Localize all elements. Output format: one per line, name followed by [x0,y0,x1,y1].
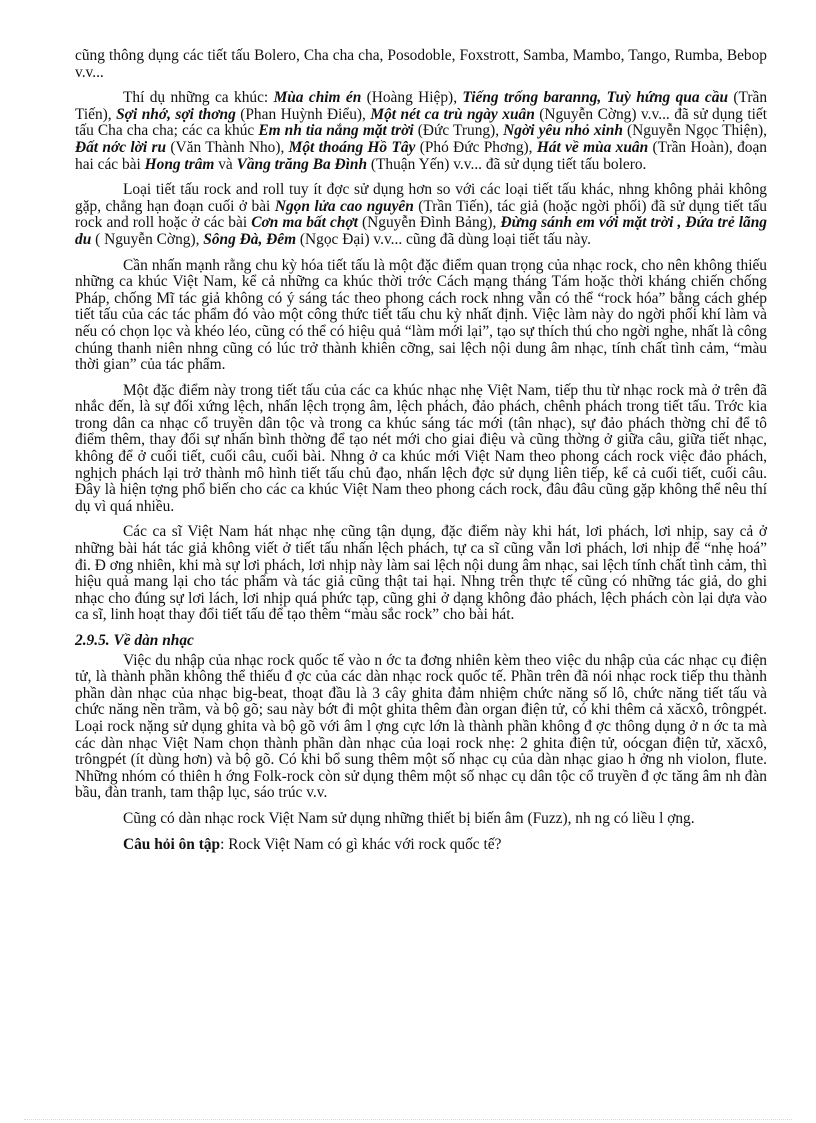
review-label: Câu hỏi ôn tập [123,835,221,853]
song-title: Một nét ca trù ngày xuân [370,105,535,123]
paragraph-2 [75,182,767,248]
song-title: Hong trâm [144,155,215,173]
text-run: (Nguyễn Ngọc Thiện), [622,122,767,140]
song-title: Một thoáng Hồ Tây [288,138,416,156]
text-run: cũng thông dụng các tiết tấu Bolero, Cha cha cha, Posodoble, Foxstrott, Samba, Mambo, Tango, Rumba, Bebop v.v... [75,47,767,81]
text-run: Thí dụ những ca khúc: [123,89,274,107]
text-run: (Thuận Yến) v.v... đã sử dụng tiết tấu bolero. [367,155,647,173]
paragraph-1 [75,90,767,173]
page-bottom-divider [24,1119,792,1120]
text-run: Các ca sĩ Việt Nam hát nhạc nhẹ cũng tận dụng, đặc điểm này khi hát, lơi phách, lơi nhịp, say cả ở những bài hát tác giả không viết ở tiết tấu nhấn lệch phách, tự ca sĩ cũng vẫn lơi phách, lơi nhịp để “nhẹ hoá” đi. Đ ơng nhiên, khi mà sự lơi phách, lơi nhịp này làm sai lệch nội dung âm nhạc, sai lệch tính chất tình cảm, thì hiệu quả mang lại cho tác phẩm và tác giả cũng thật tai hại. Nhng trên thực tế cũng có những tác giả, do ghi nhạc cho đúng sự lơi lách, lơi nhịp quá phức tạp, cũng ghi ở dạng không đảo phách, lệch phách còn lại dựa vào ca sĩ, linh hoạt thay đổi tiết tấu để tạo thêm “màu sắc rock” cho bài hát. [75,523,767,624]
song-title: Vầng trăng Ba Đình [236,155,368,173]
text-run: (Phó Đức Phơng), [415,138,537,156]
paragraph-0 [75,48,767,81]
text-run: (Phan Huỳnh Điểu), [235,105,371,123]
text-run: (Văn Thành Nho), [166,138,289,156]
song-title: Cơn ma bất chợt [251,214,358,232]
text-run: và [214,155,237,173]
song-title: Tiếng trống baranng, Tuỳ hứng qua cầu [462,89,729,107]
text-run: Loại tiết tấu rock and roll tuy ít đợc sử dụng hơn so với các loại tiết tấu khác, nhng không phải không gặp, chẳng hạn đoạn cuối ở bài [75,181,767,215]
song-title: Đất nớc lời ru [75,138,167,156]
review-question [75,837,767,854]
song-title: Hát về mùa xuân [536,138,649,156]
review-text: : Rock Việt Nam có gì khác với rock quốc tế? [220,835,502,853]
text-run: Một đặc điểm này trong tiết tấu của các ca khúc nhạc nhẹ Việt Nam, tiếp thu từ nhạc rock mà ở trên đã nhắc đến, là sự đối xứng lệch, nhấn lệch trọng âm, lệch phách, đảo phách, chênh phách trong tiết tấu. Trớc kia trong dân ca nhạc cổ truyền dân tộc và trong ca khúc sáng tác mới (tân nhạc), sự đảo phách thờng chỉ để tô điểm thêm, thay đổi sự nhấn bình thờng để tạo nét mới cho giai điệu và cũng thờng ở giữa câu, giữa tiết nhạc, không để ở cuối tiết, cuối câu, cuối bài. Nhng ở ca khúc mới Việt Nam theo phong cách rock việc đảo phách, nghịch phách lại trở thành mô hình tiết tấu chủ đạo, nhấn lệch đợc sử dụng liên tiếp, kể cả cuối tiết, cuối câu. Đây là hiện tợng phổ biến cho các ca khúc Việt Nam theo phong cách rock, đâu đâu cũng gặp không thể nêu thí dụ vì quá nhiều. [75,381,767,515]
paragraph-4 [75,383,767,516]
text-run: (Nguyễn Đình Bảng), [357,214,501,232]
text-run: ( Nguyễn Cờng), [91,230,204,248]
song-title: Em nh tia nắng mặt trời [258,122,414,140]
text-run: (Trần Tiến), tác giả (hoặc ngời phối) đã sử dụng tiết tấu rock and roll hoặc ở các bài [75,197,767,232]
paragraph-3 [75,258,767,374]
paragraph-5 [75,524,767,624]
text-run: (Hoàng Hiệp), [361,89,463,107]
text-run: (Ngọc Đại) v.v... cũng đã dùng loại tiết tấu này. [296,230,591,248]
song-title: Sợi nhớ, sợi thơng [116,105,236,123]
text-run: Cũng có dàn nhạc rock Việt Nam sử dụng những thiết bị biến âm (Fuzz), nh ng có liều l ợng. [123,809,695,827]
text-run: Việc du nhập của nhạc rock quốc tế vào n ớc ta đơng nhiên kèm theo việc du nhập của các nhạc cụ điện tử, là thành phần không thể thiếu đ ợc của các dàn nhạc rock quốc tế. Phần trên đã nói nhạc rock tiếp thu thành phần dàn nhạc của nhạc big-beat, thoạt đầu là 3 cây ghita đảm nhiệm chức năng số lô, chức năng tiết tấu và chức năng nền trầm, và bộ gõ; sau này bớt đi một ghita thêm đàn organ điện tử, có khi thêm cả xăcxô, trôngpét. Loại rock nặng sử dụng ghita và bộ gõ với âm l ợng cực lớn là thành phần không đ ợc thông dụng ở n ớc ta mà các dàn nhạc Việt Nam chọn thành phần dàn nhạc của loại rock nhẹ: 2 ghita điện tử, oócgan điện tử, xăcxô, trôngpét (ít dùng hơn) và bộ gõ. Có khi bổ sung thêm một số nhạc cụ của dàn nhạc giao h ởng nh violon, flute. Những nhóm có thiên h ớng Folk-rock còn sử dụng thêm một số nhạc cụ dân tộc cổ truyền đ ợc tăng âm nh đàn bầu, đàn tranh, tam thập lục, sáo trúc v.v. [75,651,767,802]
text-run: (Đức Trung), [413,122,504,140]
section-heading: 2.9.5. Về dàn nhạc [75,632,194,649]
text-run: (Nguyễn Cờng) v.v... đã sử dụng tiết tấu Cha cha cha; các ca khúc [75,105,767,140]
song-title: Đừng sánh em với mặt trời , Đứa trẻ lãng du [75,214,767,248]
text-run: (Trần Hoàn), đoạn hai các bài [75,138,767,173]
document-page [75,48,767,862]
song-title: Ngọn lửa cao nguyên [274,197,414,215]
text-run: (Trần Tiến), [75,89,768,123]
song-title: Sông Đà, Đêm [203,230,297,248]
paragraph-7 [75,811,767,828]
paragraph-6 [75,653,767,802]
song-title: Mùa chim én [273,89,362,107]
text-run: Cần nhấn mạnh rằng chu kỳ hóa tiết tấu là một đặc điểm quan trọng của nhạc rock, cho nên không thiếu những ca khúc Việt Nam, kể cả những ca khúc thời trớc Cách mạng tháng Tám hoặc thời kháng chiến chống Pháp, chống Mĩ tác giả không có ý sáng tác theo phong cách rock nhng vẫn có thể “rock hóa” bằng cách ghép tiết tấu của các tác phẩm đó vào một công thức tiết tấu chu kỳ nhất định. Việc làm này do ngời phối khí làm và nếu có chọn lọc và khéo léo, cũng có thể có hiệu quả “làm mới lại”, tạo sự thích thú cho ngời nghe, nhất là công chúng thanh niên nhng cũng có lúc trở thành khiên cỡng, sai lệch nội dung âm nhạc, tính chất tình cảm, “màu thời gian” của tác phẩm. [75,256,767,374]
song-title: Ngời yêu nhỏ xinh [503,122,623,140]
